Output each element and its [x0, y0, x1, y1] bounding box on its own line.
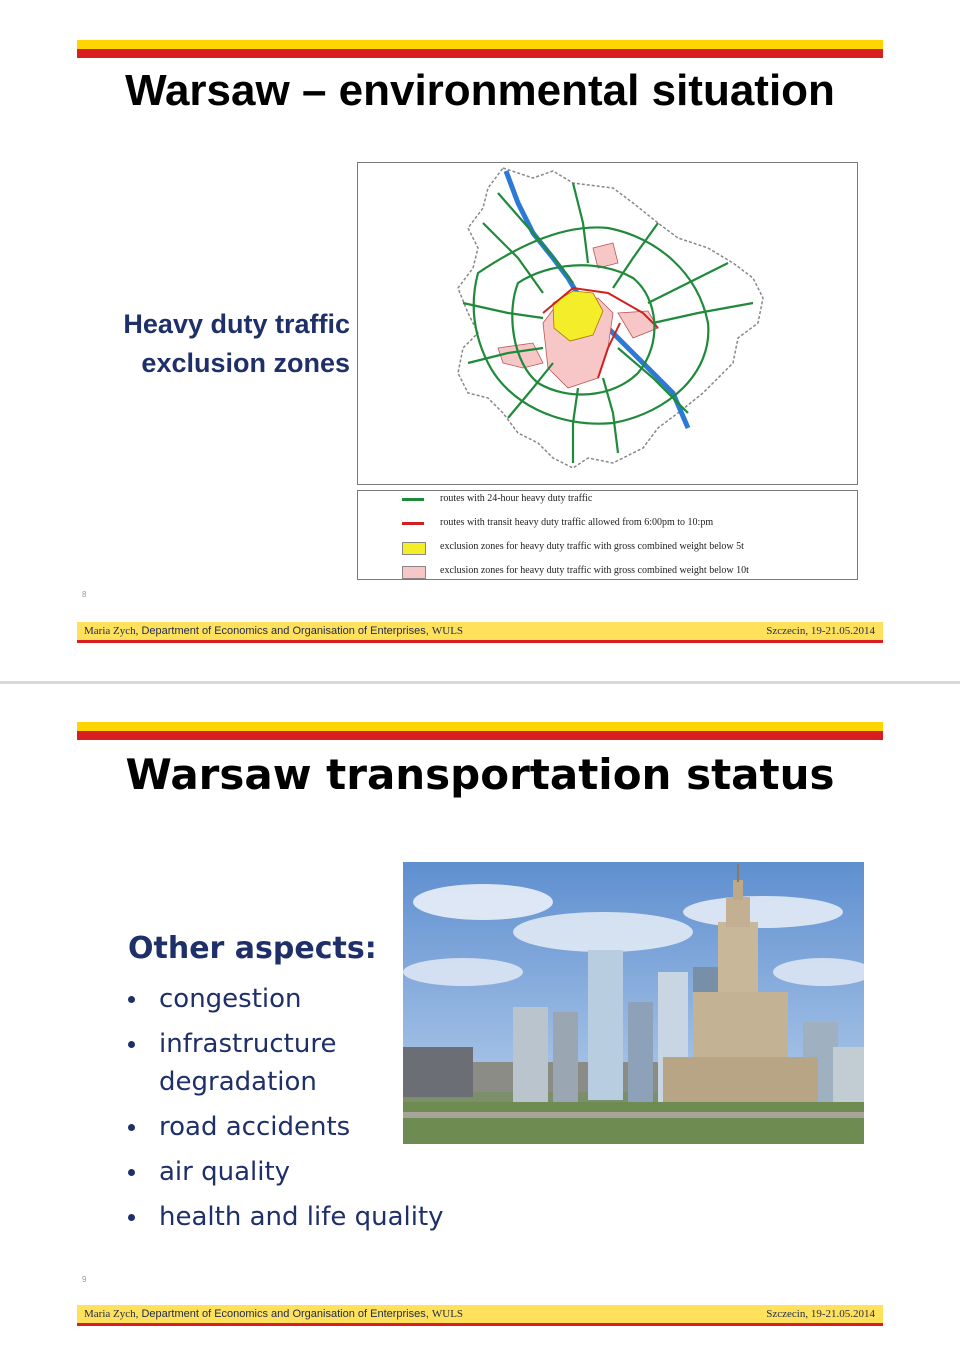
list-item: congestion	[128, 980, 459, 1018]
slide-number: 8	[82, 590, 87, 599]
legend-text: routes with 24-hour heavy duty traffic	[440, 493, 593, 504]
slide-title: Warsaw – environmental situation	[125, 66, 835, 115]
bullet-icon	[128, 996, 135, 1003]
bullet-icon	[128, 1124, 135, 1131]
footer-bar	[77, 1305, 883, 1326]
footer-author	[84, 625, 463, 637]
footer-place-date: Szczecin, 19-21.05.2014	[766, 1308, 875, 1320]
footer-university: WULS	[431, 625, 464, 637]
legend-text: exclusion zones for heavy duty traffic with gross combined weight below 5t	[440, 541, 744, 552]
red-route-line-icon	[402, 522, 424, 525]
footer-university: WULS	[431, 1308, 464, 1320]
footer-name: Maria Zych,	[84, 625, 139, 637]
slide-title: Warsaw transportation status	[125, 750, 835, 799]
aspects-heading: Other aspects:	[128, 931, 377, 966]
pink-zone-swatch-icon	[402, 566, 426, 579]
list-item: air quality	[128, 1153, 459, 1191]
map-legend	[357, 490, 858, 580]
bullet-icon	[128, 1041, 135, 1048]
skyline-image	[403, 862, 864, 1144]
legend-item	[358, 539, 857, 561]
footer-author	[84, 1308, 463, 1320]
footer-name: Maria Zych,	[84, 1308, 139, 1320]
bullet-icon	[128, 1214, 135, 1221]
caption-line-2: exclusion zones	[141, 348, 350, 378]
header-stripe	[77, 722, 883, 740]
legend-item	[358, 515, 857, 537]
caption-line-1: Heavy duty traffic	[123, 309, 350, 339]
list-item: road accidents	[128, 1108, 459, 1146]
legend-text: routes with transit heavy duty traffic allowed from 6:00pm to 10:pm	[440, 517, 714, 528]
map-caption	[123, 305, 350, 383]
warsaw-traffic-map	[357, 162, 858, 485]
slide-1	[0, 0, 960, 682]
legend-item	[358, 563, 857, 585]
legend-item	[358, 491, 857, 513]
bullet-icon	[128, 1169, 135, 1176]
map-image	[358, 163, 857, 484]
warsaw-skyline-photo	[403, 862, 864, 1144]
yellow-zone-swatch-icon	[402, 542, 426, 555]
list-item: infrastructure degradation	[128, 1025, 459, 1101]
list-item: health and life quality	[128, 1198, 459, 1236]
header-stripe	[77, 40, 883, 58]
legend-text: exclusion zones for heavy duty traffic with gross combined weight below 10t	[440, 565, 749, 576]
footer-bar	[77, 622, 883, 643]
green-route-line-icon	[402, 498, 424, 501]
footer-place-date: Szczecin, 19-21.05.2014	[766, 625, 875, 637]
footer-department: Department of Economics and Organisation of Enterprises,	[141, 1308, 429, 1320]
slide-number: 9	[82, 1275, 87, 1284]
footer-department: Department of Economics and Organisation of Enterprises,	[141, 625, 429, 637]
